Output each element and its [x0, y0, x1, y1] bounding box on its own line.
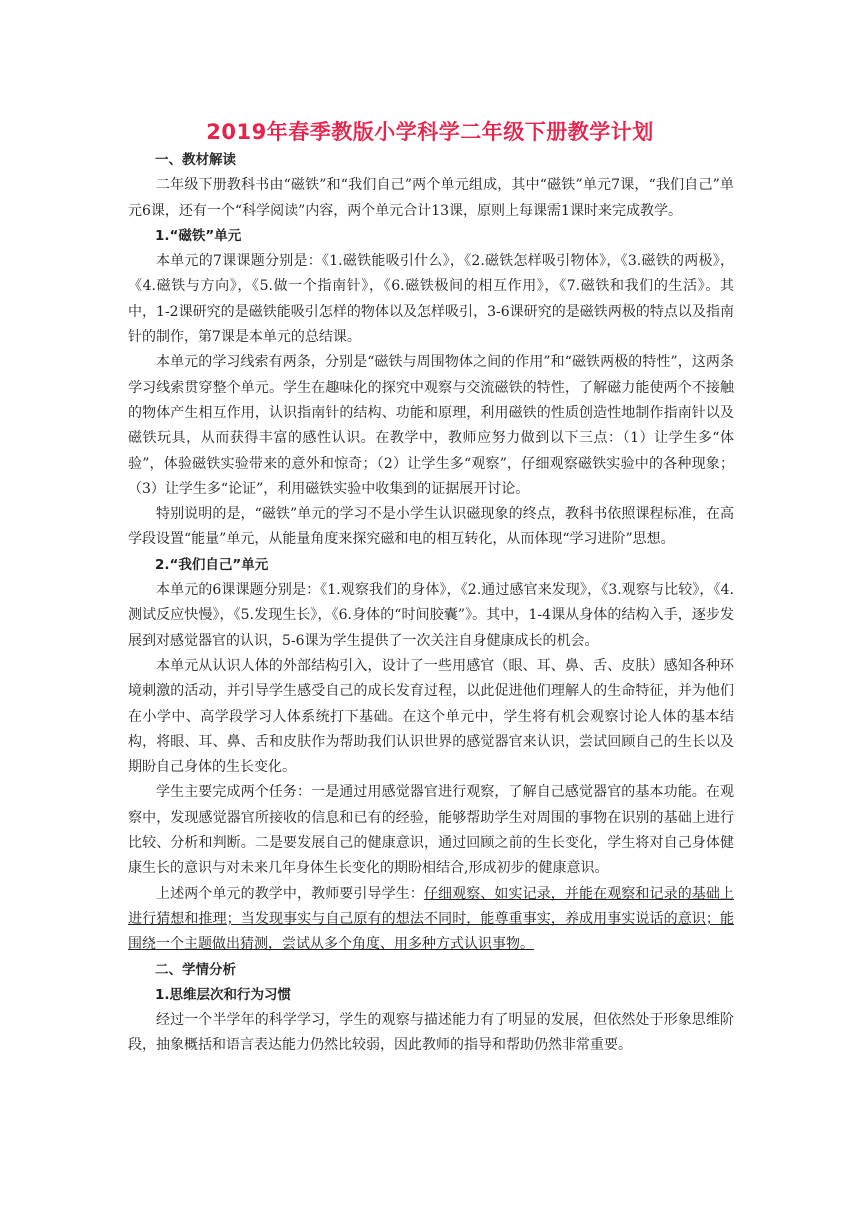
subheading-ourselves-unit: 2.“我们自己”单元	[155, 556, 269, 573]
section-heading-learner-analysis: 二、学情分析	[155, 961, 236, 978]
subheading-magnet-unit: 1.“磁铁”单元	[155, 227, 242, 244]
paragraph-ourselves-lessons: 本单元的6课课题分别是：《1.观察我们的身体》，《2.通过感官来发现》，《3.观察与比较》，《4.测试反应快慢》，《5.发现生长》，《6.身体的“时间胶囊”》。其中，1-4课从身体的结构入手，逐步发展到对感觉器官的认识，5-6课为学生提供了一次关注自身健康成长的机会。	[128, 582, 734, 649]
document-body	[128, 148, 734, 1059]
paragraph-thinking-habits: 经过一个半学年的科学学习，学生的观察与描述能力有了明显的发展，但依然处于形象思维阶段，抽象概括和语言表达能力仍然比较弱，因此教师的指导和帮助仍然非常重要。	[128, 1012, 734, 1054]
paragraph-intro: 二年级下册教科书由“磁铁”和“我们自己”两个单元组成，其中“磁铁”单元7课，“我们自己”单元6课，还有一个“科学阅读”内容，两个单元合计13课，原则上每课需1课时来完成教学。	[128, 177, 734, 219]
paragraph-ourselves-tasks: 学生主要完成两个任务：一是通过用感觉器官进行观察，了解自己感觉器官的基本功能。在观察中，发现感觉器官所接收的信息和已有的经验，能够帮助学生对周围的事物在识别的基础上进行比较、分析和判断。二是要发展自己的健康意识，通过回顾之前的生长变化，学生将对自己身体健康生长的意识与对未来几年身体生长变化的期盼相结合,形成初步的健康意识。	[128, 784, 734, 877]
guidance-underlined: 仔细观察、如实记录，并能在观察和记录的基础上进行猜想和推理；当发现事实与自己原有的想法不同时，能尊重事实，养成用事实说话的意识；能围绕一个主题做出猜测，尝试从多个角度、用多种方式认识事物。	[128, 885, 735, 953]
section-heading-textbook: 一、教材解读	[155, 152, 236, 168]
subheading-thinking-habits: 1.思维层次和行为习惯	[155, 986, 292, 1003]
paragraph-teaching-guidance	[128, 882, 734, 958]
paragraph-magnet-note: 特别说明的是，“磁铁”单元的学习不是小学生认识磁现象的终点，教科书依照课程标准，在高学段设置“能量”单元，从能量角度来探究磁和电的相互转化，从而体现“学习进阶”思想。	[128, 506, 734, 548]
paragraph-magnet-threads: 本单元的学习线索有两条，分别是“磁铁与周围物体之间的作用”和“磁铁两极的特性”，这两条学习线索贯穿整个单元。学生在趣味化的探究中观察与交流磁铁的特性，了解磁力能使两个不接触的物体产生相互作用，认识指南针的结构、功能和原理，利用磁铁的性质创造性地制作指南针以及磁铁玩具，从而获得丰富的感性认识。在教学中，教师应努力做到以下三点：（1）让学生多“体验”，体验磁铁实验带来的意外和惊奇；（2）让学生多“观察”，仔细观察磁铁实验中的各种现象；（3）让学生多“论证”，利用磁铁实验中收集到的证据展开讨论。	[128, 354, 734, 497]
paragraph-ourselves-design: 本单元从认识人体的外部结构引入，设计了一些用感官（眼、耳、鼻、舌、皮肤）感知各种环境刺激的活动，并引导学生感受自己的成长发育过程，以此促进他们理解人的生命特征，并为他们在小学中、高学段学习人体系统打下基础。在这个单元中，学生将有机会观察讨论人体的基本结构，将眼、耳、鼻、舌和皮肤作为帮助我们认识世界的感觉器官来认识，尝试回顾自己的生长以及期盼自己身体的生长变化。	[128, 657, 734, 776]
paragraph-magnet-lessons: 本单元的7课课题分别是：《1.磁铁能吸引什么》，《2.磁铁怎样吸引物体》，《3.磁铁的两极》，《4.磁铁与方向》，《5.做一个指南针》，《6.磁铁极间的相互作用》，《7.磁铁和我们的生活》。其中，1-2课研究的是磁铁能吸引怎样的物体以及怎样吸引，3-6课研究的是磁铁两极的特点以及指南针的制作，第7课是本单元的总结课。	[128, 253, 734, 346]
guidance-lead: 上述两个单元的教学中，教师要引导学生：	[156, 885, 424, 902]
document-title: 2019年春季教版小学科学二年级下册教学计划	[206, 120, 654, 144]
